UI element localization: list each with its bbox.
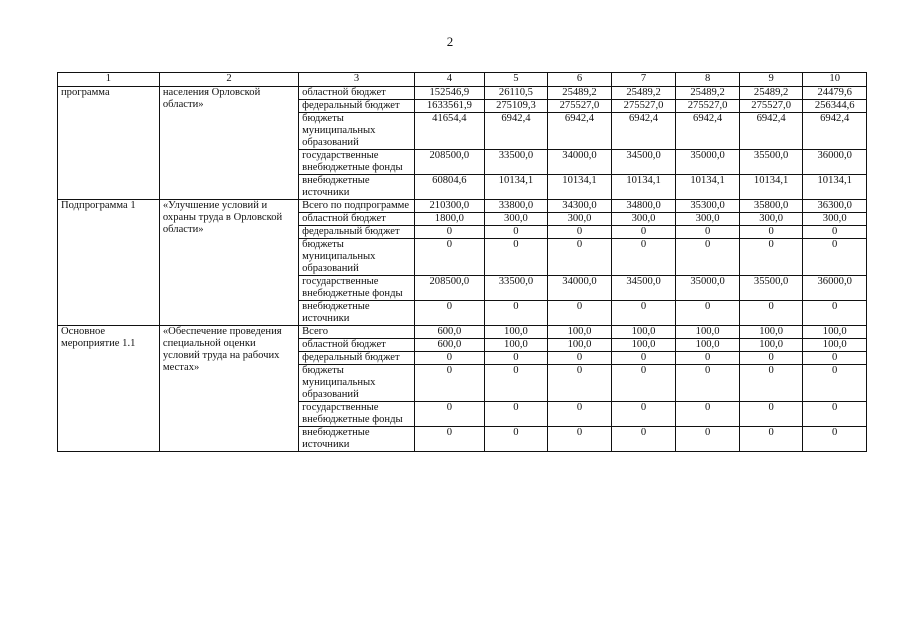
funding-source: внебюджетные источники (299, 175, 415, 200)
value-cell: 275109,3 (484, 100, 548, 113)
table-body (58, 87, 867, 452)
value-cell: 0 (548, 365, 612, 402)
funding-source: внебюджетные источники (299, 427, 415, 452)
value-cell: 0 (676, 239, 740, 276)
value-cell: 0 (415, 301, 485, 326)
value-cell: 208500,0 (415, 150, 485, 175)
value-cell: 0 (611, 352, 676, 365)
value-cell: 0 (739, 226, 803, 239)
value-cell: 0 (676, 402, 740, 427)
value-cell: 300,0 (676, 213, 740, 226)
value-cell: 0 (484, 427, 548, 452)
value-cell: 100,0 (803, 326, 867, 339)
table-row (58, 87, 867, 100)
value-cell: 26110,5 (484, 87, 548, 100)
funding-source: областной бюджет (299, 87, 415, 100)
value-cell: 275527,0 (611, 100, 676, 113)
column-header: 3 (299, 73, 415, 87)
value-cell: 0 (676, 301, 740, 326)
row-category: Подпрограмма 1 (58, 200, 160, 326)
value-cell: 0 (484, 352, 548, 365)
value-cell: 10134,1 (548, 175, 612, 200)
value-cell: 100,0 (548, 339, 612, 352)
row-description: населения Орловской области» (159, 87, 298, 200)
value-cell: 34500,0 (611, 276, 676, 301)
funding-source: федеральный бюджет (299, 352, 415, 365)
value-cell: 0 (415, 427, 485, 452)
value-cell: 10134,1 (676, 175, 740, 200)
value-cell: 100,0 (676, 339, 740, 352)
table-row (58, 200, 867, 213)
column-header: 8 (676, 73, 740, 87)
row-description: «Обеспечение проведения специальной оценки условий труда на рабочих местах» (159, 326, 298, 452)
value-cell: 0 (611, 427, 676, 452)
funding-source: Всего (299, 326, 415, 339)
column-header: 4 (415, 73, 485, 87)
column-header: 2 (159, 73, 298, 87)
value-cell: 0 (415, 365, 485, 402)
value-cell: 0 (415, 402, 485, 427)
value-cell: 6942,4 (803, 113, 867, 150)
header-row (58, 73, 867, 87)
value-cell: 300,0 (739, 213, 803, 226)
value-cell: 208500,0 (415, 276, 485, 301)
value-cell: 33800,0 (484, 200, 548, 213)
value-cell: 0 (415, 226, 485, 239)
value-cell: 1800,0 (415, 213, 485, 226)
value-cell: 300,0 (548, 213, 612, 226)
value-cell: 100,0 (548, 326, 612, 339)
value-cell: 0 (803, 239, 867, 276)
value-cell: 0 (739, 402, 803, 427)
value-cell: 0 (803, 365, 867, 402)
column-header: 9 (739, 73, 803, 87)
budget-table (57, 72, 867, 452)
funding-source: внебюджетные источники (299, 301, 415, 326)
funding-source: государственные внебюджетные фонды (299, 402, 415, 427)
value-cell: 6942,4 (676, 113, 740, 150)
page-number: 2 (446, 34, 454, 49)
value-cell: 0 (739, 239, 803, 276)
value-cell: 0 (484, 239, 548, 276)
value-cell: 0 (803, 301, 867, 326)
value-cell: 0 (548, 239, 612, 276)
value-cell: 34500,0 (611, 150, 676, 175)
value-cell: 0 (676, 427, 740, 452)
funding-source: федеральный бюджет (299, 226, 415, 239)
funding-source: государственные внебюджетные фонды (299, 150, 415, 175)
value-cell: 36000,0 (803, 150, 867, 175)
value-cell: 0 (548, 352, 612, 365)
value-cell: 0 (739, 365, 803, 402)
value-cell: 0 (676, 365, 740, 402)
value-cell: 100,0 (676, 326, 740, 339)
value-cell: 600,0 (415, 326, 485, 339)
value-cell: 1633561,9 (415, 100, 485, 113)
value-cell: 0 (611, 402, 676, 427)
value-cell: 100,0 (611, 326, 676, 339)
value-cell: 34000,0 (548, 150, 612, 175)
value-cell: 41654,4 (415, 113, 485, 150)
value-cell: 60804,6 (415, 175, 485, 200)
value-cell: 6942,4 (548, 113, 612, 150)
value-cell: 36000,0 (803, 276, 867, 301)
value-cell: 24479,6 (803, 87, 867, 100)
value-cell: 35000,0 (676, 150, 740, 175)
column-header: 5 (484, 73, 548, 87)
value-cell: 35800,0 (739, 200, 803, 213)
value-cell: 35500,0 (739, 150, 803, 175)
value-cell: 6942,4 (739, 113, 803, 150)
value-cell: 0 (548, 402, 612, 427)
value-cell: 100,0 (739, 326, 803, 339)
value-cell: 0 (548, 427, 612, 452)
column-header: 6 (548, 73, 612, 87)
value-cell: 35300,0 (676, 200, 740, 213)
value-cell: 100,0 (484, 339, 548, 352)
value-cell: 0 (803, 427, 867, 452)
value-cell: 300,0 (484, 213, 548, 226)
value-cell: 210300,0 (415, 200, 485, 213)
value-cell: 36300,0 (803, 200, 867, 213)
column-header: 7 (611, 73, 676, 87)
value-cell: 0 (548, 301, 612, 326)
funding-source: бюджеты муниципальных образований (299, 365, 415, 402)
value-cell: 0 (548, 226, 612, 239)
value-cell: 0 (484, 226, 548, 239)
funding-source: областной бюджет (299, 213, 415, 226)
value-cell: 0 (739, 427, 803, 452)
row-description: «Улучшение условий и охраны труда в Орловской области» (159, 200, 298, 326)
value-cell: 256344,6 (803, 100, 867, 113)
value-cell: 0 (484, 301, 548, 326)
value-cell: 100,0 (739, 339, 803, 352)
value-cell: 10134,1 (484, 175, 548, 200)
value-cell: 0 (484, 365, 548, 402)
funding-source: федеральный бюджет (299, 100, 415, 113)
value-cell: 100,0 (484, 326, 548, 339)
value-cell: 100,0 (611, 339, 676, 352)
value-cell: 0 (611, 301, 676, 326)
value-cell: 0 (611, 365, 676, 402)
value-cell: 34300,0 (548, 200, 612, 213)
value-cell: 33500,0 (484, 150, 548, 175)
value-cell: 25489,2 (611, 87, 676, 100)
value-cell: 6942,4 (484, 113, 548, 150)
column-header: 10 (803, 73, 867, 87)
value-cell: 600,0 (415, 339, 485, 352)
funding-source: Всего по подпрограмме (299, 200, 415, 213)
row-category: программа (58, 87, 160, 200)
value-cell: 25489,2 (676, 87, 740, 100)
value-cell: 0 (803, 402, 867, 427)
funding-source: бюджеты муниципальных образований (299, 113, 415, 150)
funding-source: областной бюджет (299, 339, 415, 352)
value-cell: 300,0 (803, 213, 867, 226)
value-cell: 10134,1 (739, 175, 803, 200)
value-cell: 25489,2 (548, 87, 612, 100)
value-cell: 275527,0 (676, 100, 740, 113)
value-cell: 35000,0 (676, 276, 740, 301)
value-cell: 100,0 (803, 339, 867, 352)
value-cell: 35500,0 (739, 276, 803, 301)
value-cell: 0 (803, 226, 867, 239)
value-cell: 0 (484, 402, 548, 427)
value-cell: 0 (676, 352, 740, 365)
value-cell: 0 (739, 352, 803, 365)
value-cell: 6942,4 (611, 113, 676, 150)
value-cell: 275527,0 (548, 100, 612, 113)
value-cell: 33500,0 (484, 276, 548, 301)
value-cell: 10134,1 (803, 175, 867, 200)
value-cell: 0 (739, 301, 803, 326)
value-cell: 34800,0 (611, 200, 676, 213)
value-cell: 0 (611, 239, 676, 276)
value-cell: 0 (415, 352, 485, 365)
value-cell: 152546,9 (415, 87, 485, 100)
table-row (58, 326, 867, 339)
value-cell: 0 (611, 226, 676, 239)
funding-source: государственные внебюджетные фонды (299, 276, 415, 301)
value-cell: 300,0 (611, 213, 676, 226)
row-category: Основное мероприятие 1.1 (58, 326, 160, 452)
value-cell: 10134,1 (611, 175, 676, 200)
value-cell: 275527,0 (739, 100, 803, 113)
value-cell: 34000,0 (548, 276, 612, 301)
funding-source: бюджеты муниципальных образований (299, 239, 415, 276)
value-cell: 0 (803, 352, 867, 365)
value-cell: 0 (415, 239, 485, 276)
column-header: 1 (58, 73, 160, 87)
value-cell: 25489,2 (739, 87, 803, 100)
value-cell: 0 (676, 226, 740, 239)
